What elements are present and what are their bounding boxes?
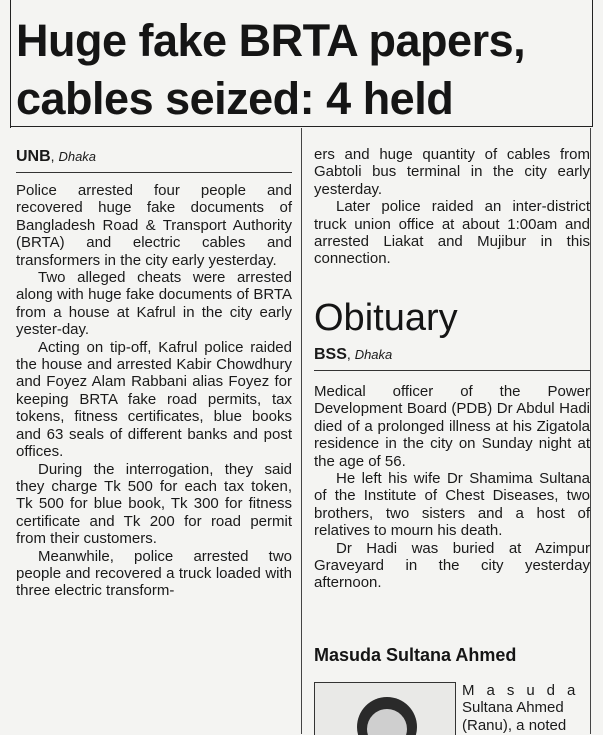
story-paragraph: During the interrogation, they said they charge Tk 500 for each tax token, Tk 500 for blue book, Tk 300 for fitness certificate and Tk 200 for road permit from their customers. [16, 460, 292, 548]
column-divider [301, 128, 302, 734]
right-border-rule [592, 0, 593, 126]
sub-text-line-3: (Ranu), a noted [462, 716, 567, 734]
left-border-rule [10, 0, 11, 128]
headline [16, 12, 591, 128]
headline-line-1: Huge fake BRTA papers, [16, 15, 526, 66]
obituary-title: Obituary [314, 297, 458, 339]
obituary-paragraph: Dr Hadi was buried at Azimpur Graveyard in the city yesterday afternoon. [314, 539, 590, 592]
obituary-byline: BSS, Dhaka [314, 346, 393, 363]
obituary-byline-rule [314, 370, 590, 371]
sub-text-line-1: Masuda [462, 682, 588, 699]
story-paragraph: Meanwhile, police arrested two people and recovered a truck loaded with three electric transform- [16, 547, 292, 600]
story-paragraph: Acting on tip-off, Kafrul police raided the house and arrested Kabir Chowdhury and Foyez Alam Rabbani alias Foyez for keeping BRTA fake road permits, tax tokens, fitness certificates, blue books and 63 seals of different banks and post offices. [16, 338, 292, 461]
obituary-place: Dhaka [354, 347, 393, 362]
story-column-1 [16, 182, 292, 600]
obituary-sub-text [462, 682, 590, 734]
obituary-body [314, 383, 590, 592]
obituary-paragraph: He left his wife Dr Shamima Sultana of the Institute of Chest Diseases, two brothers, two sisters and a host of relatives to mourn his death. [314, 470, 590, 540]
story-agency: UNB [16, 148, 51, 165]
headline-line-2: cables seized: 4 held [16, 73, 454, 124]
portrait-photo [314, 682, 456, 735]
story-place: Dhaka [58, 149, 97, 164]
story-paragraph: ers and huge quantity of cables from Gabtoli bus terminal in the city early yesterday. [314, 146, 590, 198]
story-column-2 [314, 146, 590, 268]
story-paragraph: Later police raided an inter-district truck union office at about 1:00am and arrested Liakat and Mujibur in this connection. [314, 198, 590, 268]
story-paragraph: Two alleged cheats were arrested along with huge fake documents of BRTA from a house at Kafrul in the city early yester-day. [16, 269, 292, 339]
story-byline: UNB, Dhaka [16, 148, 97, 165]
sub-text-line-2: Sultana Ahmed [462, 699, 564, 717]
right-edge-rule [590, 128, 591, 734]
story-byline-rule [16, 172, 292, 173]
obituary-sub-headline: Masuda Sultana Ahmed [314, 645, 517, 665]
obituary-paragraph: Medical officer of the Power Development Board (PDB) Dr Abdul Hadi died of a prolonged illness at his Zigatola residence in the city on Sunday night at the age of 56. [314, 383, 590, 470]
story-paragraph: Police arrested four people and recovered huge fake documents of Bangladesh Road & Transport Authority (BRTA) and electric cables and transformers in the city early yesterday. [16, 182, 292, 269]
obituary-agency: BSS [314, 346, 347, 363]
